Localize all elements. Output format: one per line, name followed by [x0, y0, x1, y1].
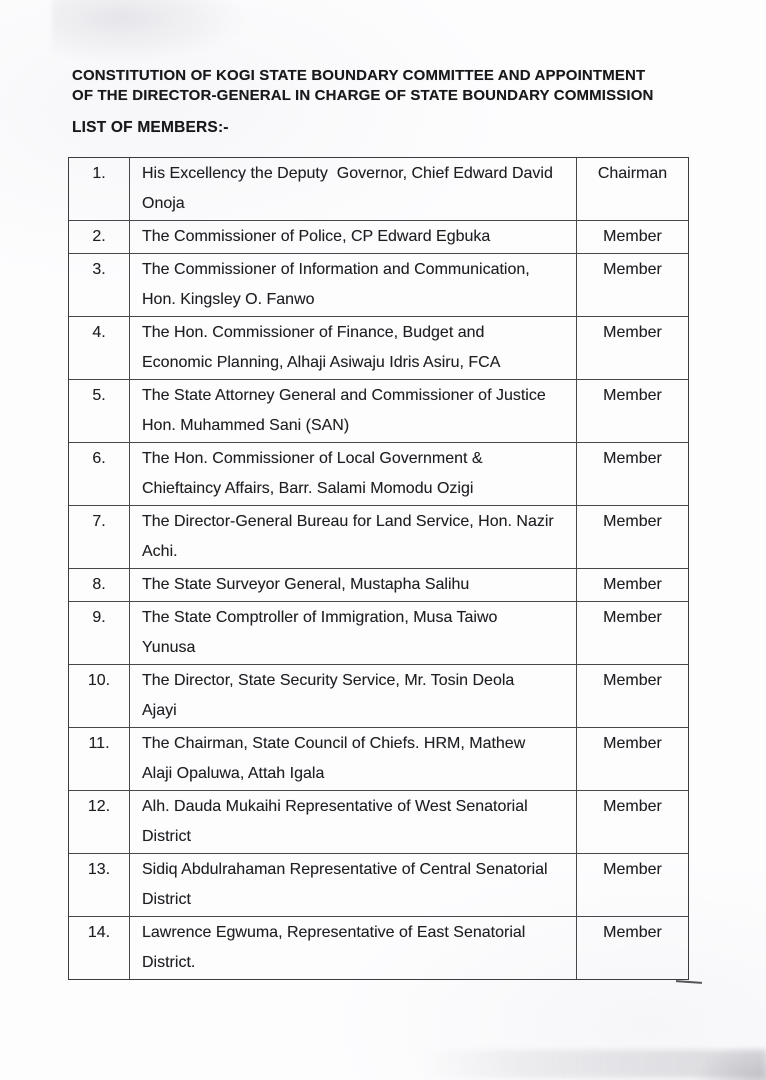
member-description [130, 728, 577, 790]
row-number: 11. [69, 728, 130, 790]
member-description-line: The Director, State Security Service, Mr. Tosin Deola [142, 672, 515, 689]
member-description [130, 569, 577, 601]
row-number: 14. [69, 917, 130, 979]
member-description-line: Onoja [142, 195, 185, 212]
list-of-members-heading: LIST OF MEMBERS:- [72, 119, 229, 136]
member-description-line: Alh. Dauda Mukaihi Representative of West Senatorial [142, 798, 528, 815]
member-description [130, 317, 577, 379]
row-number: 7. [69, 506, 130, 568]
row-number: 4. [69, 317, 130, 379]
member-description-line: The Commissioner of Police, CP Edward Egbuka [142, 228, 491, 245]
document-title-line-1: CONSTITUTION OF KOGI STATE BOUNDARY COMMITTEE AND APPOINTMENT [72, 67, 646, 84]
member-description-line: The State Attorney General and Commissioner of Justice [142, 387, 546, 404]
member-description-line: Yunusa [142, 639, 196, 656]
member-description-line: The State Comptroller of Immigration, Musa Taiwo [142, 609, 498, 626]
member-description [130, 221, 577, 253]
member-role: Member [603, 450, 662, 467]
member-role: Member [603, 924, 662, 941]
row-number: 5. [69, 380, 130, 442]
member-role: Member [603, 513, 662, 530]
member-description-line: Lawrence Egwuma, Representative of East Senatorial [142, 924, 526, 941]
member-description-line: The Chairman, State Council of Chiefs. HRM, Mathew [142, 735, 526, 752]
member-description-line: The Hon. Commissioner of Finance, Budget and [142, 324, 485, 341]
member-description-line: Alaji Opaluwa, Attah Igala [142, 765, 325, 782]
table-row [69, 253, 688, 316]
document-title-line-2: OF THE DIRECTOR-GENERAL IN CHARGE OF STATE BOUNDARY COMMISSION [72, 86, 654, 104]
scan-artifact-top-left [52, 0, 247, 62]
member-description [130, 158, 577, 220]
member-role: Member [603, 324, 662, 341]
table-row [69, 220, 688, 253]
member-role: Member [603, 861, 662, 878]
row-number: 8. [69, 569, 130, 601]
member-role: Member [603, 798, 662, 815]
table-row [69, 158, 688, 220]
member-description-line: Achi. [142, 543, 178, 560]
member-description-line: Economic Planning, Alhaji Asiwaju Idris Asiru, FCA [142, 354, 501, 371]
table-row [69, 568, 688, 601]
row-number: 9. [69, 602, 130, 664]
member-description-line: Sidiq Abdulrahaman Representative of Central Senatorial [142, 861, 548, 878]
member-description [130, 917, 577, 979]
member-role: Member [603, 261, 662, 278]
member-description-line: District. [142, 954, 196, 971]
row-number: 12. [69, 791, 130, 853]
member-description-line: The State Surveyor General, Mustapha Salihu [142, 576, 470, 593]
row-number: 6. [69, 443, 130, 505]
member-description-line: The Hon. Commissioner of Local Government & [142, 450, 483, 467]
member-description-line: His Excellency the Deputy Governor, Chief Edward David [142, 165, 553, 182]
row-number: 13. [69, 854, 130, 916]
member-description-line: District [142, 891, 191, 908]
member-description [130, 854, 577, 916]
member-description-line: District [142, 828, 191, 845]
table-row [69, 916, 688, 979]
table-row [69, 379, 688, 442]
member-description [130, 791, 577, 853]
table-row [69, 664, 688, 727]
table-row [69, 853, 688, 916]
table-row [69, 442, 688, 505]
member-role: Member [603, 672, 662, 689]
row-number: 2. [69, 221, 130, 253]
member-description-line: Hon. Kingsley O. Fanwo [142, 291, 315, 308]
table-row [69, 790, 688, 853]
member-description-line: Chieftaincy Affairs, Barr. Salami Momodu Ozigi [142, 480, 474, 497]
member-role: Member [603, 609, 662, 626]
member-description-line: Ajayi [142, 702, 177, 719]
member-description [130, 506, 577, 568]
row-number: 10. [69, 665, 130, 727]
member-description [130, 254, 577, 316]
member-role: Member [603, 735, 662, 752]
member-description [130, 380, 577, 442]
row-number: 1. [69, 158, 130, 220]
scan-artifact-corner [694, 1044, 766, 1080]
member-role: Member [603, 576, 662, 593]
table-row [69, 601, 688, 664]
member-role: Chairman [597, 165, 668, 182]
member-description [130, 665, 577, 727]
member-description-line: The Commissioner of Information and Communication, [142, 261, 530, 278]
document-title [72, 66, 694, 105]
table-row [69, 727, 688, 790]
member-description-line: The Director-General Bureau for Land Service, Hon. Nazir [142, 513, 554, 530]
row-number: 3. [69, 254, 130, 316]
table-row [69, 316, 688, 379]
table-row [69, 505, 688, 568]
member-description [130, 443, 577, 505]
members-table [68, 157, 689, 980]
member-role: Member [603, 228, 662, 245]
member-description-line: Hon. Muhammed Sani (SAN) [142, 417, 350, 434]
member-description [130, 602, 577, 664]
member-role: Member [603, 387, 662, 404]
